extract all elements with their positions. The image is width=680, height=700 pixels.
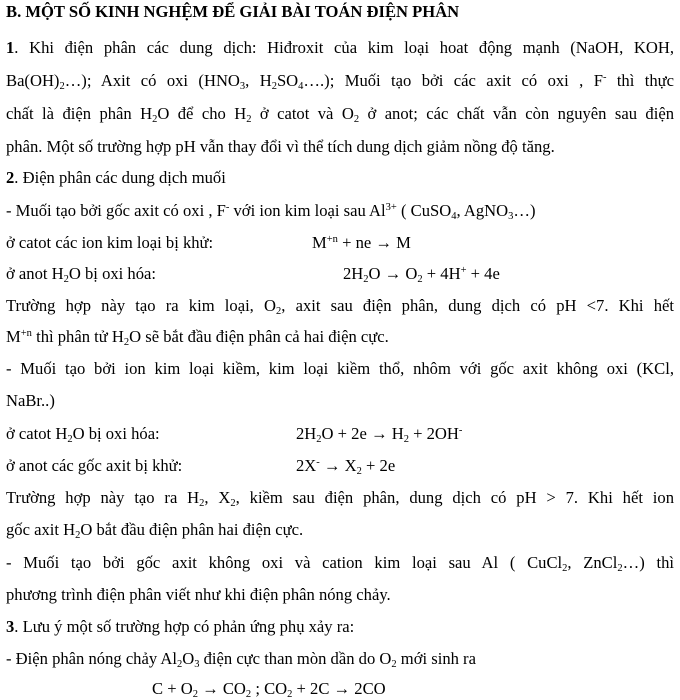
s2-result-1-line-2: $M^{+n}$ thì phân tử $H_2O$ sẽ bắt đầu điện phân cả hai điện cực. — [6, 327, 389, 348]
s2-result-1-line-1: Trường hợp này tạo ra kim loại, $O_2$, axit sau điện phân, dung dịch có pH <7. Khi hết — [6, 296, 674, 317]
s1-line-1: 1. Khi điện phân các dung dịch: Hiđroxit của kim loại hoat động mạnh (NaOH, KOH, — [6, 38, 674, 57]
s2-heading: 2. Điện phân các dung dịch muối — [6, 168, 226, 187]
s2-case-2-line-1: - Muối tạo bởi ion kim loại kiềm, kim loại kiềm thổ, nhôm với gốc axit không oxi (KCl, — [6, 359, 674, 378]
s2-cathode-2-label: ở catot $H_2O$ bị oxi hóa: — [6, 424, 160, 445]
s3-number: 3 — [6, 617, 15, 636]
s1-line-3: chất là điện phân $H_2O$ để cho $H_2$ ở catot và $O_2$ ở anot; các chất vẫn còn nguyên sau điện — [6, 104, 675, 125]
section-title: B. MỘT SỐ KINH NGHỆM ĐỂ GIẢI BÀI TOÁN ĐIỆN PHÂN — [6, 2, 460, 21]
s1-line-4: phân. Một số trường hợp pH vẫn thay đổi vì thể tích dung dịch giảm nồng độ tăng. — [6, 137, 555, 156]
s2-cathode-1-label: ở catot các ion kim loại bị khử: — [6, 233, 214, 252]
s2-anode-2-label: ở anot các gốc axit bị khử: — [6, 456, 183, 475]
s3-heading: 3. Lưu ý một số trường hợp có phản ứng phụ xảy ra: — [6, 617, 355, 636]
s1-number: 1 — [6, 38, 15, 57]
s2-case-3-line-2: phương trình điện phân viết như khi điện phân nóng chảy. — [6, 585, 391, 604]
s3-equation: $C + O_2 \to CO_2$ ; $CO_2 + 2C \to 2CO$ — [152, 679, 386, 700]
s2-result-2-line-1: Trường hợp này tạo ra $H_2$, $X_2$, kiềm sau điện phân, dung dịch có pH > 7. Khi hết ion — [6, 488, 674, 509]
s3-point-1: - Điện phân nóng chảy $Al_2O_3$ điện cực than mòn dần do $O_2$ mới sinh ra — [6, 649, 476, 670]
s2-cathode-1-equation: $M^{+n}$ + ne → M — [312, 233, 411, 252]
s2-case-2-line-2: NaBr..) — [6, 391, 55, 410]
s2-case-3-line-1: - Muối tạo bởi gốc axit không oxi và cation kim loại sau Al ( CuCl$_2$, ZnCl$_2$…) thì — [6, 553, 674, 574]
s2-anode-1-label: ở anot $H_2O$ bị oxi hóa: — [6, 264, 156, 285]
s1-line-2: $Ba(OH)_2\dots$); Axit có oxi ($HNO_3$, $H_2SO_4\dots$.); Muối tạo bởi các axit có oxi , F- thì thực — [6, 71, 674, 92]
s2-result-2-line-2: gốc axit $H_2O$ bắt đầu điện phân hai điện cực. — [6, 520, 304, 541]
s2-anode-1-equation: $2H_2O \to O_2 + 4H^+ + 4e$ — [343, 264, 500, 285]
s2-cathode-2-equation: $2H_2O + 2e \to H_2 + 2OH^-$ — [296, 424, 463, 445]
s2-anode-2-equation: $2X^- \to X_2 + 2e$ — [296, 456, 396, 477]
s2-case-1: - Muối tạo bởi gốc axit có oxi , F- với ion kim loại sau $Al^{3+}$ ( CuSO$_4$, AgNO$_3$…) — [6, 201, 536, 222]
s2-number: 2 — [6, 168, 15, 187]
